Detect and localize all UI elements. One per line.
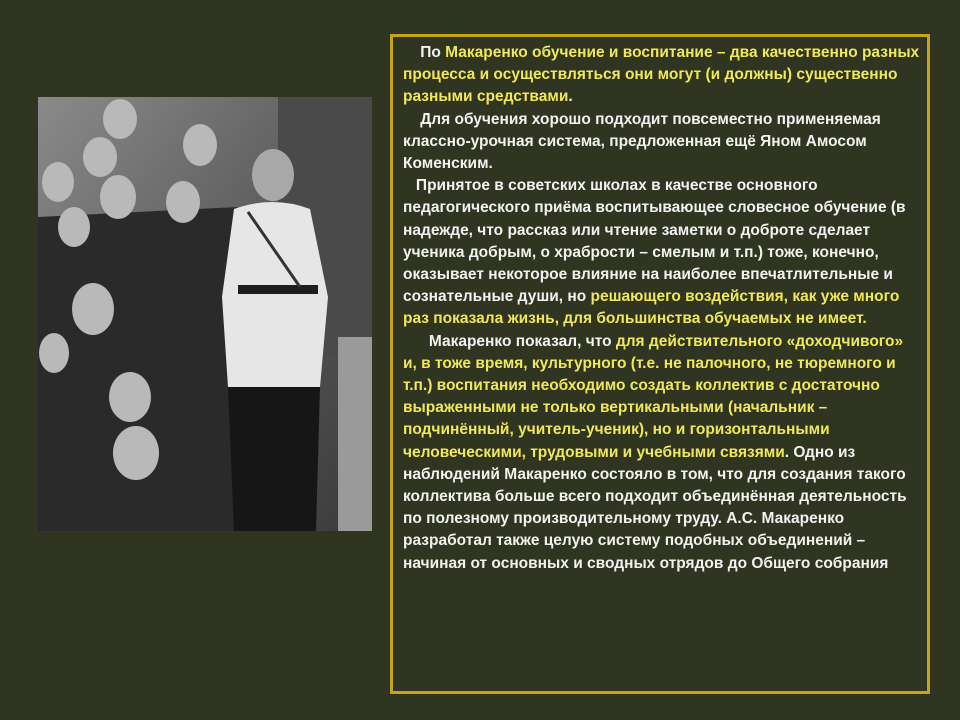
paragraph-1-highlight: Макаренко обучение и воспитание – два качественно разных процесса и осуществляться они могут (и должны) существенно разными средствами [403,44,920,106]
paragraph-4-highlight: для действительного «доходчивого» и, в тоже время, культурного (т.е. не палочного, не тюремного и т.п.) воспитания необходимо создать коллектив с достаточно выраженными не только вертикальными (начальник – подчинённый, учитель-ученик), но и горизонтальными человеческими, трудовыми и учебными связями [403,332,904,461]
paragraph-4 [403,331,921,575]
paragraph-1-text-a: По [420,44,446,61]
paragraph-2-text: Для обучения хорошо подходит повсеместно применяемая классно-урочная система, предложенная ещё Яном Амосом Коменским. [403,110,881,173]
paragraph-3-text-a: Принятое в советских школах в качестве основного педагогического приёма воспитывающее словесное обучение (в надежде, что рассказ или чтение заметки о доброте сделает ученика добрым, о храбрости – смелым и т.п.) тоже, конечно, оказывает некоторое влияние на наиболее впечатлительные и сознательные души, но [403,177,906,306]
paragraph-4-text-c: . Одно из наблюдений Макаренко состояло в том, что для создания такого коллектива больше всего подходит объединённая деятельность по полезному производительному труду. А.С. Макаренко разработал также целую систему подобных объединений – начиная от основных и сводных отрядов до Общего собрания [403,443,907,572]
paragraph-1-text-c: . [568,88,573,106]
paragraph-2-indent [403,111,420,128]
paragraph-3 [403,175,921,330]
historical-group-photo [38,97,372,531]
paragraph-4-text-a: Макаренко показал, что [428,332,616,350]
paragraph-3-highlight: решающего воздействия, как уже много раз показала жизнь, для большинства обучаемых не имеет. [403,288,900,328]
text-frame [390,34,930,694]
paragraph-4-indent [403,333,429,350]
paragraph-1-indent [403,44,420,61]
paragraph-1 [403,42,921,109]
photo-image [38,97,372,531]
paragraph-2 [403,109,921,176]
paragraph-3-indent [403,177,416,194]
